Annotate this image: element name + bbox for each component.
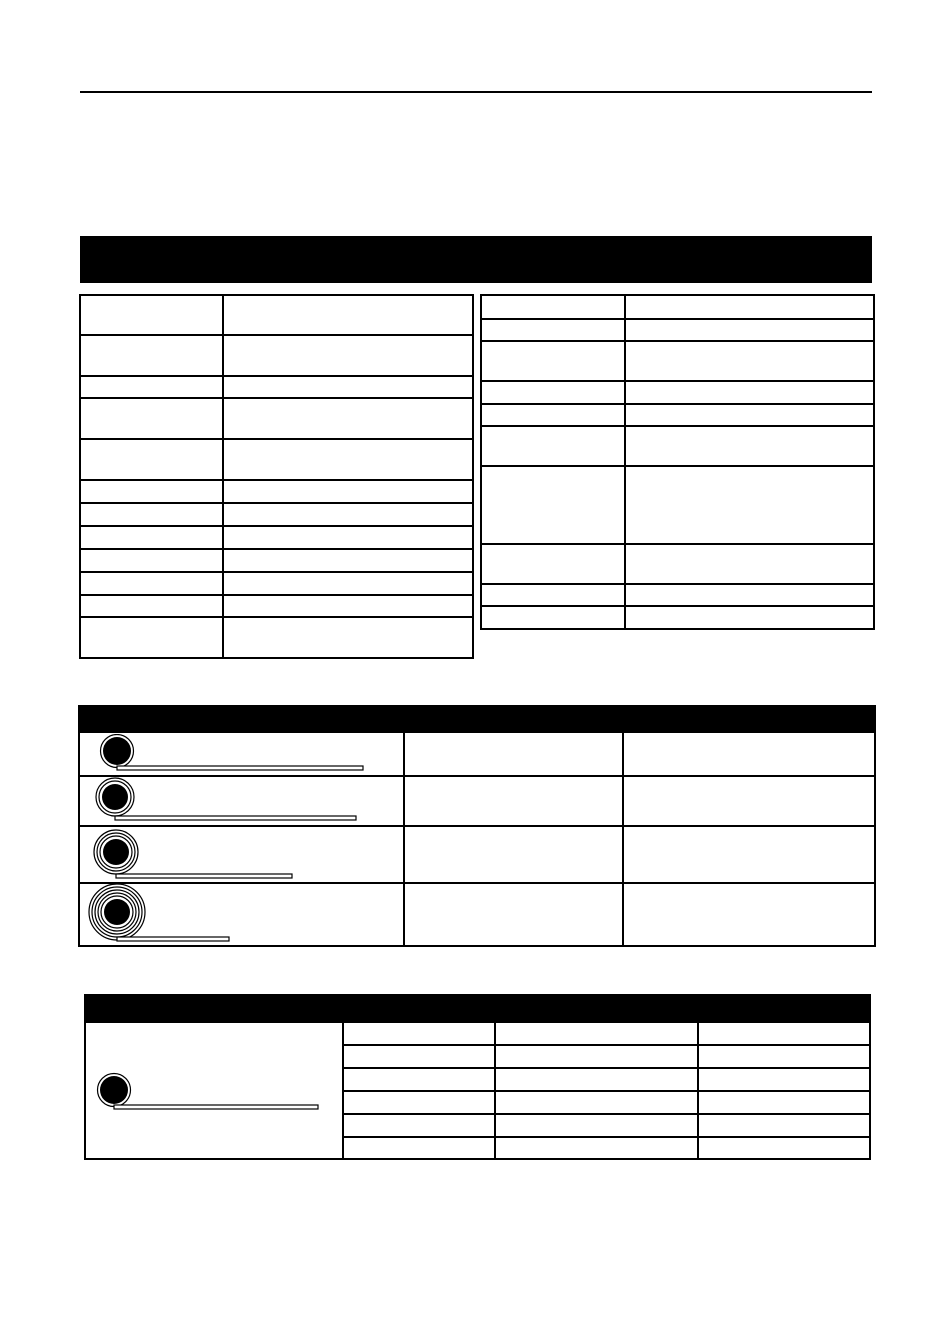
bottom-cell xyxy=(698,1137,870,1159)
roll-col3 xyxy=(623,776,875,826)
bottom-cell xyxy=(495,1091,698,1114)
table-row xyxy=(80,439,473,480)
bottom-cell xyxy=(343,1045,495,1068)
table-row xyxy=(80,376,473,398)
spec-value xyxy=(223,439,473,480)
bottom-cell xyxy=(698,1091,870,1114)
spec-value xyxy=(223,398,473,439)
spec-label xyxy=(80,595,223,617)
bottom-section-title xyxy=(85,995,870,1022)
spec-value xyxy=(223,503,473,526)
spec-value xyxy=(625,341,874,381)
table-row xyxy=(80,572,473,595)
spec-value xyxy=(625,606,874,629)
spec-label xyxy=(80,335,223,376)
bottom-cell xyxy=(698,1022,870,1045)
bottom-cell xyxy=(495,1137,698,1159)
table-row xyxy=(80,617,473,658)
spec-value xyxy=(223,526,473,549)
spec-label xyxy=(481,426,625,466)
table-row xyxy=(481,295,874,319)
table-row xyxy=(80,398,473,439)
spec-label xyxy=(481,341,625,381)
bottom-table-header xyxy=(85,995,870,1022)
paper-roll-single-icon xyxy=(95,1072,325,1114)
spec-label xyxy=(80,480,223,503)
bottom-cell xyxy=(343,1022,495,1045)
spec-label xyxy=(80,503,223,526)
roll-section-title xyxy=(79,706,875,732)
table-row xyxy=(80,595,473,617)
table-row xyxy=(481,319,874,341)
spec-label xyxy=(481,295,625,319)
table-row xyxy=(481,544,874,584)
spec-value xyxy=(625,426,874,466)
paper-roll-1-wrap-icon xyxy=(95,734,370,774)
spec-table-right xyxy=(480,294,875,630)
roll-col2 xyxy=(404,732,623,776)
spec-table-left xyxy=(79,294,474,659)
spec-label xyxy=(80,549,223,572)
spec-value xyxy=(223,376,473,398)
bottom-cell xyxy=(343,1068,495,1091)
spec-label xyxy=(80,295,223,335)
spec-value xyxy=(625,404,874,426)
bottom-cell xyxy=(343,1137,495,1159)
bottom-cell xyxy=(495,1068,698,1091)
table-row xyxy=(80,549,473,572)
roll-table-header xyxy=(79,706,875,732)
spec-label xyxy=(80,526,223,549)
bottom-cell xyxy=(698,1068,870,1091)
roll-col2 xyxy=(404,883,623,946)
table-row xyxy=(481,606,874,629)
bottom-cell xyxy=(343,1114,495,1137)
spec-label xyxy=(80,439,223,480)
spec-label xyxy=(80,617,223,658)
bottom-cell xyxy=(495,1114,698,1137)
paper-roll-4-wrap-icon xyxy=(86,883,236,945)
table-row xyxy=(80,503,473,526)
table-row xyxy=(80,480,473,503)
spec-section-title-bar xyxy=(80,236,872,283)
spec-value xyxy=(223,335,473,376)
paper-roll-3-wrap-icon xyxy=(91,828,301,882)
roll-col3 xyxy=(623,883,875,946)
table-row xyxy=(85,1022,870,1045)
spec-label xyxy=(481,584,625,606)
roll-col2 xyxy=(404,776,623,826)
roll-col2 xyxy=(404,826,623,883)
bottom-cell xyxy=(495,1022,698,1045)
spec-label xyxy=(80,398,223,439)
spec-value xyxy=(223,295,473,335)
roll-col3 xyxy=(623,826,875,883)
spec-label xyxy=(481,544,625,584)
bottom-cell xyxy=(495,1045,698,1068)
table-row xyxy=(481,341,874,381)
spec-value xyxy=(223,595,473,617)
spec-value xyxy=(223,572,473,595)
table-row xyxy=(481,466,874,544)
spec-value xyxy=(625,466,874,544)
spec-value xyxy=(223,480,473,503)
spec-label xyxy=(481,404,625,426)
table-row xyxy=(481,584,874,606)
table-row xyxy=(80,335,473,376)
table-row xyxy=(481,404,874,426)
spec-label xyxy=(80,376,223,398)
bottom-cell xyxy=(343,1091,495,1114)
spec-label xyxy=(80,572,223,595)
table-row xyxy=(481,426,874,466)
spec-value xyxy=(223,549,473,572)
spec-label xyxy=(481,606,625,629)
bottom-cell xyxy=(698,1045,870,1068)
paper-roll-2-wrap-icon xyxy=(93,777,363,823)
header-rule xyxy=(80,91,872,93)
spec-value xyxy=(625,544,874,584)
spec-label xyxy=(481,319,625,341)
table-row xyxy=(80,526,473,549)
spec-value xyxy=(625,295,874,319)
roll-col3 xyxy=(623,732,875,776)
spec-label xyxy=(481,381,625,404)
bottom-cell xyxy=(698,1114,870,1137)
spec-value xyxy=(625,584,874,606)
spec-label xyxy=(481,466,625,544)
spec-value xyxy=(223,617,473,658)
spec-value xyxy=(625,381,874,404)
table-row xyxy=(481,381,874,404)
table-row xyxy=(80,295,473,335)
spec-value xyxy=(625,319,874,341)
